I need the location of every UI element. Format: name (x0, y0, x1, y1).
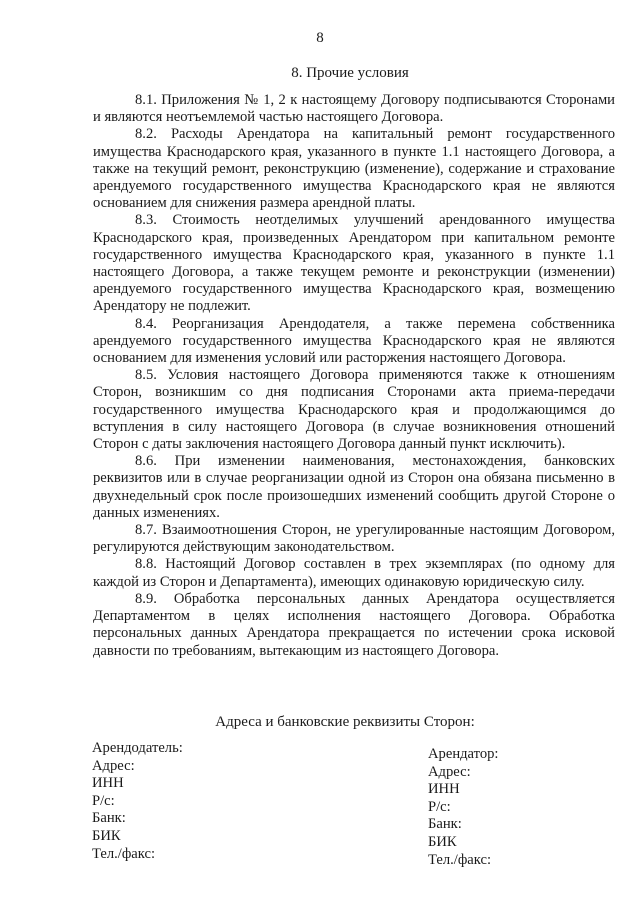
tenant-inn: ИНН (428, 781, 460, 798)
clauses-body (93, 92, 615, 660)
clause-8-8: 8.8. Настоящий Договор составлен в трех экземплярах (по одному для каждой из Сторон и Департамента), имеющих одинаковую юридическую силу. (93, 556, 615, 590)
requisites-title: Адреса и банковские реквизиты Сторон: (215, 714, 475, 730)
page-number: 8 (316, 30, 324, 46)
clause-8-6: 8.6. При изменении наименования, местонахождения, банковских реквизитов или в случае реорганизации одной из Сторон она обязана письменно в двухнедельный срок после произошедших изменений сообщить другой Стороне о данных изменениях. (93, 453, 615, 521)
landlord-block (92, 740, 183, 863)
clause-8-2: 8.2. Расходы Арендатора на капитальный ремонт государственного имущества Краснодарского края, указанного в пункте 1.1 настоящего Договора, а также на текущий ремонт, реконструкцию (изменение), содержание и страхование арендуемого государственного имущества Краснодарского края не являются основанием для снижения размера арендной платы. (93, 126, 615, 212)
tenant-title: Арендатор: (428, 746, 499, 762)
landlord-bik: БИК (92, 827, 121, 844)
landlord-account: Р/с: (92, 792, 115, 809)
clause-8-1: 8.1. Приложения № 1, 2 к настоящему Договору подписываются Сторонами и являются неотъемлемой частью настоящего Договора. (93, 92, 615, 126)
clause-8-5: 8.5. Условия настоящего Договора применяются также к отношениям Сторон, возникшим со дня подписания Сторонами акта приема-передачи государственного имущества Краснодарского края и продолжающимся до вступления в силу настоящего Договора (в случае возникновения отношений Сторон с даты заключения настоящего Договора данный пункт исключить). (93, 367, 615, 453)
tenant-bank: Банк: (428, 816, 462, 833)
tenant-phone: Тел./факс: (428, 851, 492, 868)
landlord-title: Арендодатель: (92, 740, 183, 756)
landlord-address: Адрес: (92, 757, 135, 774)
clause-8-9: 8.9. Обработка персональных данных Арендатора осуществляется Департаментом в целях исполнения настоящего Договора. Обработка персональных данных Арендатора прекращается по истечении срока исковой давности по требованиям, вытекающим из настоящего Договора. (93, 590, 615, 659)
clause-8-4: 8.4. Реорганизация Арендодателя, а также перемена собственника арендуемого государственного имущества Краснодарского края не являются основанием для изменения условий или расторжения настоящего Договора. (93, 315, 615, 367)
clause-8-7: 8.7. Взаимоотношения Сторон, не урегулированные настоящим Договором, регулируются действующим законодательством. (93, 522, 615, 556)
tenant-block (428, 746, 498, 869)
landlord-phone: Тел./факс: (92, 845, 156, 862)
tenant-account: Р/с: (428, 798, 451, 815)
tenant-bik: БИК (428, 833, 457, 850)
landlord-bank: Банк: (92, 810, 126, 827)
landlord-inn: ИНН (92, 775, 124, 792)
tenant-address: Адрес: (428, 763, 471, 780)
section-title: 8. Прочие условия (291, 65, 409, 81)
clause-8-3: 8.3. Стоимость неотделимых улучшений арендованного имущества Краснодарского края, произведенных Арендатором при капитальном ремонте государственного имущества Краснодарского края, указанного в пункте 1.1 настоящего Договора, а также текущем ремонте и реконструкции (изменении) арендуемого государственного имущества Краснодарского края, возмещению Арендатору не подлежит. (93, 212, 615, 315)
